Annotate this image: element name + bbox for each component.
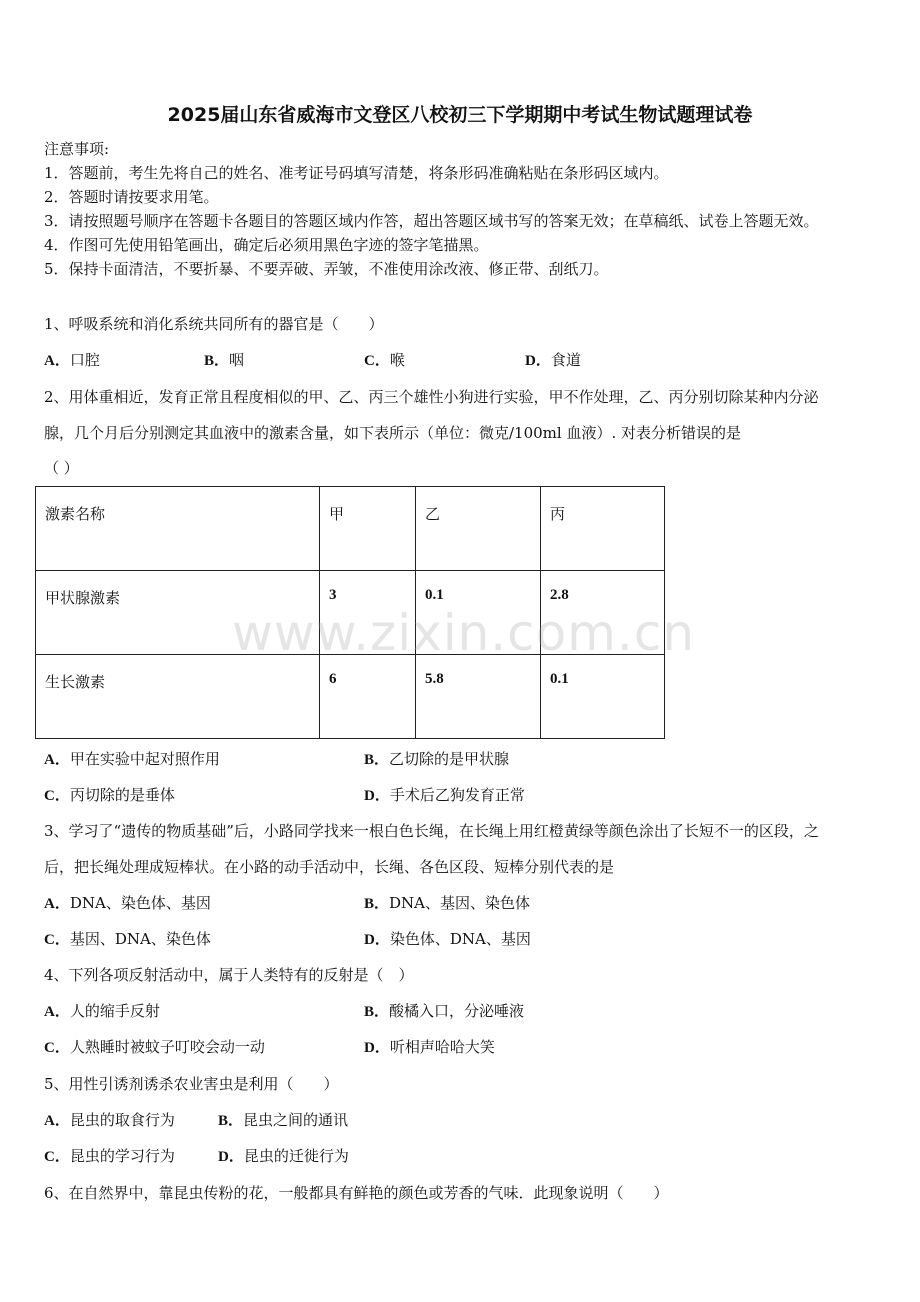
q1-option-d: D．食道 — [525, 351, 581, 369]
table-cell: 2.8 — [541, 571, 665, 655]
q2-option-d: D．手术后乙狗发育正常 — [364, 786, 525, 804]
table-header-cell: 乙 — [416, 487, 541, 571]
notice-item: 1．答题前，考生先将自己的姓名、准考证号码填写清楚，将条形码准确粘贴在条形码区域内。 — [44, 164, 669, 182]
table-header-cell: 甲 — [320, 487, 416, 571]
q4-option-b: B．酸橘入口，分泌唾液 — [364, 1002, 525, 1020]
q5-option-b: B．昆虫之间的通讯 — [218, 1111, 349, 1129]
question-1-stem: 1、呼吸系统和消化系统共同所有的器官是（ ） — [44, 315, 384, 333]
table-header-row — [36, 487, 665, 571]
q3-option-b: B．DNA、基因、染色体 — [364, 894, 531, 912]
question-5-stem: 5、用性引诱剂诱杀农业害虫是利用（ ） — [44, 1075, 339, 1093]
table-cell: 0.1 — [416, 571, 541, 655]
table-cell: 6 — [320, 655, 416, 739]
question-2-stem-line3: （ ） — [44, 459, 79, 477]
q1-option-a: A．口腔 — [44, 351, 100, 369]
q3-option-c: C．基因、DNA、染色体 — [44, 930, 211, 948]
q3-option-a: A．DNA、染色体、基因 — [44, 894, 211, 912]
q5-option-c: C．昆虫的学习行为 — [44, 1147, 175, 1165]
notice-item: 2．答题时请按要求用笔。 — [44, 188, 219, 206]
table-row — [36, 655, 665, 739]
table-cell: 生长激素 — [36, 655, 320, 739]
q4-option-d: D．听相声哈哈大笑 — [364, 1038, 495, 1056]
q2-option-c: C．丙切除的是垂体 — [44, 786, 175, 804]
q4-option-a: A．人的缩手反射 — [44, 1002, 160, 1020]
exam-title: 2025届山东省威海市文登区八校初三下学期期中考试生物试题理试卷 — [167, 104, 753, 126]
question-2-stem-line2: 腺，几个月后分别测定其血液中的激素含量，如下表所示（单位：微克/100ml 血液）. 对表分析错误的是 — [44, 424, 742, 442]
question-6-stem: 6、在自然界中，靠昆虫传粉的花，一般都具有鲜艳的颜色或芳香的气味．此现象说明（ ） — [44, 1184, 669, 1202]
table-cell: 3 — [320, 571, 416, 655]
table-cell: 甲状腺激素 — [36, 571, 320, 655]
notice-heading: 注意事项: — [44, 140, 110, 158]
notice-item: 5．保持卡面清洁，不要折暴、不要弄破、弄皱，不准使用涂改液、修正带、刮纸刀。 — [44, 260, 609, 278]
q1-option-c: C．喉 — [364, 351, 405, 369]
q5-option-a: A．昆虫的取食行为 — [44, 1111, 175, 1129]
q2-option-a: A．甲在实验中起对照作用 — [44, 750, 220, 768]
question-3-stem-line1: 3、学习了“遗传的物质基础”后，小路同学找来一根白色长绳，在长绳上用红橙黄绿等颜色涂出了长短不一的区段，之 — [44, 822, 819, 840]
notice-item: 4．作图可先使用铅笔画出，确定后必须用黑色字迹的签字笔描黑。 — [44, 236, 489, 254]
table-header-cell: 激素名称 — [36, 487, 320, 571]
q2-option-b: B．乙切除的是甲状腺 — [364, 750, 510, 768]
question-2-stem-line1: 2、用体重相近，发育正常且程度相似的甲、乙、丙三个雄性小狗进行实验，甲不作处理，乙、丙分别切除某种内分泌 — [44, 388, 819, 406]
q1-option-b: B．咽 — [204, 351, 245, 369]
notice-item: 3．请按照题号顺序在答题卡各题目的答题区域内作答，超出答题区域书写的答案无效；在草稿纸、试卷上答题无效。 — [44, 212, 819, 230]
table-header-cell: 丙 — [541, 487, 665, 571]
q5-option-d: D．昆虫的迁徙行为 — [218, 1147, 349, 1165]
q4-option-c: C．人熟睡时被蚊子叮咬会动一动 — [44, 1038, 265, 1056]
table-cell: 5.8 — [416, 655, 541, 739]
table-cell: 0.1 — [541, 655, 665, 739]
q3-option-d: D．染色体、DNA、基因 — [364, 930, 531, 948]
question-4-stem: 4、下列各项反射活动中，属于人类特有的反射是（ ） — [44, 966, 414, 984]
watermark: www.zixin.com.cn — [232, 604, 696, 662]
question-3-stem-line2: 后，把长绳处理成短棒状。在小路的动手活动中，长绳、各色区段、短棒分别代表的是 — [44, 858, 615, 876]
